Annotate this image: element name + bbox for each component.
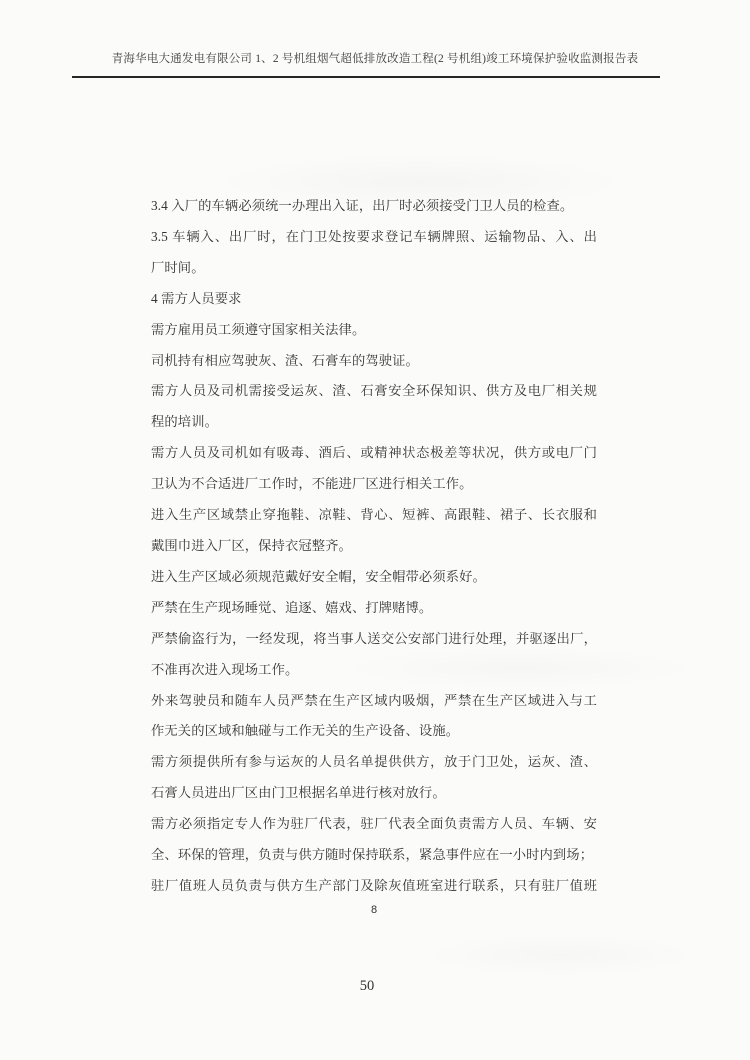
body-line: 进入生产区域必须规范戴好安全帽，安全帽带必须系好。 xyxy=(151,568,486,584)
body-line: 程的培训。 xyxy=(151,414,218,430)
body-line: 外来驾驶员和随车人员严禁在生产区域内吸烟，严禁在生产区域进入与工 xyxy=(151,692,597,708)
body-line: 进入生产区域禁止穿拖鞋、凉鞋、背心、短裤、高跟鞋、裙子、长衣服和 xyxy=(151,507,597,523)
body-line: 4 需方人员要求 xyxy=(151,290,242,306)
header-rule xyxy=(72,76,660,78)
body-line: 需方雇用员工须遵守国家相关法律。 xyxy=(151,321,366,337)
body-line: 厂时间。 xyxy=(151,259,205,275)
body-line: 3.5 车辆入、出厂时，在门卫处按要求登记车辆牌照、运输物品、入、出 xyxy=(151,228,597,244)
inner-page-number: 8 xyxy=(370,904,378,916)
body-line: 3.4 入厂的车辆必须统一办理出入证，出厂时必须接受门卫人员的检查。 xyxy=(151,198,574,213)
body-line: 需方必须指定专人作为驻厂代表，驻厂代表全面负责需方人员、车辆、安 xyxy=(151,816,597,832)
body-line: 严禁在生产现场睡觉、追逐、嬉戏、打牌赌博。 xyxy=(151,599,433,615)
body-line: 卫认为不合适进厂工作时，不能进厂区进行相关工作。 xyxy=(151,476,473,492)
body-line: 需方人员及司机需接受运灰、渣、石膏安全环保知识、供方及电厂相关规 xyxy=(151,383,597,399)
document-body xyxy=(151,191,597,902)
body-line: 需方人员及司机如有吸毒、酒后、或精神状态极差等状况，供方或电厂门 xyxy=(151,445,597,461)
body-line: 不准再次进入现场工作。 xyxy=(151,661,299,677)
body-line: 司机持有相应驾驶灰、渣、石膏车的驾驶证。 xyxy=(151,352,419,368)
page-header-title: 青海华电大通发电有限公司 1、2 号机组烟气超低排放改造工程(2 号机组)竣工环境保护验收监测报告表 xyxy=(111,53,639,65)
footer-page-number: 50 xyxy=(359,978,375,994)
body-line: 石膏人员进出厂区由门卫根据名单进行核对放行。 xyxy=(151,785,446,801)
body-line: 全、环保的管理，负责与供方随时保持联系，紧急事件应在一小时内到场； xyxy=(151,847,594,863)
body-line: 驻厂值班人员负责与供方生产部门及除灰值班室进行联系，只有驻厂值班 xyxy=(151,877,597,893)
body-line: 严禁偷盗行为，一经发现，将当事人送交公安部门进行处理，并驱逐出厂， xyxy=(151,630,597,646)
body-line: 需方须提供所有参与运灰的人员名单提供供方，放于门卫处，运灰、渣、 xyxy=(151,754,597,770)
body-line: 戴围巾进入厂区，保持衣冠整齐。 xyxy=(151,537,352,553)
body-line: 作无关的区域和触碰与工作无关的生产设备、设施。 xyxy=(151,723,460,739)
